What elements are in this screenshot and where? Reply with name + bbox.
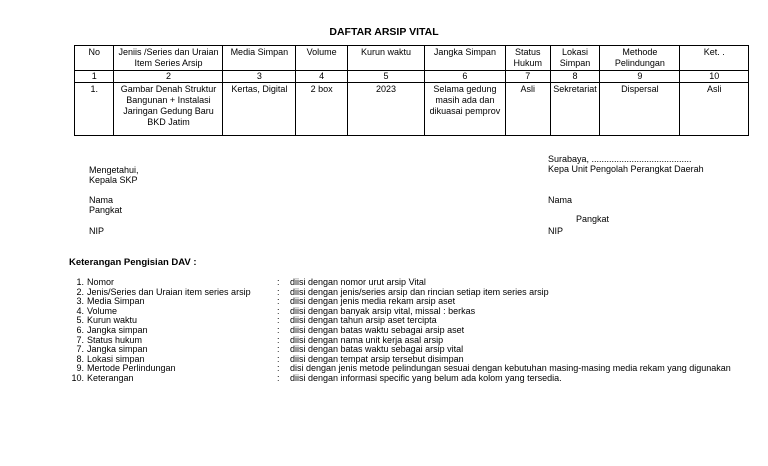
note-colon: : (277, 315, 280, 326)
col-header-ket: Ket. . (680, 46, 749, 71)
note-description: diisi dengan nama unit kerja asal arsip (290, 334, 444, 345)
column-number-row (75, 71, 749, 83)
col-header-jangka: Jangka Simpan (424, 46, 505, 71)
sign-left-rank: Pangkat (89, 205, 123, 215)
sign-right-nip: NIP (548, 226, 564, 236)
note-number: 3. (76, 296, 84, 307)
note-description: diisi dengan nomor urut arsip Vital (290, 277, 426, 287)
note-description: diisi dengan tahun arsip aset tercipta (290, 315, 437, 326)
notes-title: Keterangan Pengisian DAV : (69, 257, 197, 268)
cell-ket: Asli (680, 83, 749, 136)
note-colon: : (277, 296, 280, 307)
note-number: 9. (76, 363, 84, 374)
note-colon: : (277, 305, 280, 316)
cell-media: Kertas, Digital (223, 83, 296, 136)
note-number: 1. (76, 277, 84, 287)
note-label: Jangka simpan (87, 344, 148, 355)
col-header-no: No (75, 46, 114, 71)
sign-right-place-date: Surabaya, ........................................ (548, 154, 692, 164)
column-number: 6 (424, 71, 505, 83)
sign-left-name: Nama (89, 195, 114, 205)
cell-lokasi: Sekretariat (550, 83, 600, 136)
cell-metode: Dispersal (600, 83, 680, 136)
sign-left-position: Kepala SKP (89, 175, 138, 185)
sign-left-nip: NIP (89, 226, 105, 236)
note-number: 5. (76, 315, 84, 326)
notes-list (56, 278, 731, 384)
column-number: 3 (223, 71, 296, 83)
table-header-row (75, 46, 749, 71)
cell-jangka: Selama gedung masih ada dan dikuasai pemprov (424, 83, 505, 136)
note-label: Jangka simpan (87, 324, 148, 335)
note-label: Lokasi simpan (87, 353, 145, 364)
note-description: diisi dengan banyak arsip vital, missal : berkas (290, 305, 476, 316)
sign-right-position: Kepa Unit Pengolah Perangkat Daerah (548, 164, 704, 174)
note-description: diisi dengan batas waktu sebagai arsip aset (290, 324, 465, 335)
col-header-metode: Methode Pelindungan (600, 46, 680, 71)
note-description: diisi dengan batas waktu sebagai arsip vital (290, 344, 464, 355)
column-number: 10 (680, 71, 749, 83)
note-colon: : (277, 372, 280, 383)
column-number: 4 (296, 71, 348, 83)
table-row (75, 83, 749, 136)
column-number: 8 (550, 71, 600, 83)
note-number: 7. (76, 334, 84, 345)
note-label: Keterangan (87, 372, 134, 383)
note-colon: : (277, 334, 280, 345)
list-item (56, 374, 731, 384)
column-number: 2 (114, 71, 223, 83)
column-number: 5 (348, 71, 425, 83)
col-header-kurun: Kurun waktu (348, 46, 425, 71)
note-label: Mertode Perlindungan (87, 363, 176, 374)
note-number: 2. (76, 286, 84, 297)
sign-right-name: Nama (548, 195, 573, 205)
cell-no: 1. (75, 83, 114, 136)
cell-volume: 2 box (296, 83, 348, 136)
note-colon: : (277, 353, 280, 364)
sign-right-rank: Pangkat (576, 214, 610, 224)
note-number: 6. (76, 324, 84, 335)
note-number: 8. (76, 353, 84, 364)
column-number: 7 (505, 71, 550, 83)
note-description: diisi dengan informasi specific yang belum ada kolom yang tersedia. (290, 372, 562, 383)
note-colon: : (277, 277, 280, 287)
note-label: Volume (87, 305, 118, 316)
note-label: Status hukum (87, 334, 143, 345)
note-description: diisi dengan jenis media rekam arsip aset (290, 296, 456, 307)
archive-table (74, 45, 749, 136)
note-description: diisi dengan jenis/series arsip dan rincian setiap item series arsip (290, 286, 549, 297)
cell-jenis: Gambar Denah Struktur Bangunan + Instalasi Jaringan Gedung Baru BKD Jatim (114, 83, 223, 136)
note-label: Jenis/Series dan Uraian item series arsip (87, 286, 251, 297)
cell-kurun: 2023 (348, 83, 425, 136)
note-number: 10. (71, 372, 84, 383)
note-number: 4. (76, 305, 84, 316)
column-number: 9 (600, 71, 680, 83)
note-colon: : (277, 363, 280, 374)
note-label: Kurun waktu (87, 315, 138, 326)
note-colon: : (277, 324, 280, 335)
note-description: disi dengan jenis metode pelindungan sesuai dengan kebutuhan masing-masing media rekam yang digunakan (290, 363, 731, 374)
col-header-jenis: Jeniis /Series dan Uraian Item Series Arsip (114, 46, 223, 71)
col-header-lokasi: Lokasi Simpan (550, 46, 600, 71)
sign-left-known-by: Mengetahui, (89, 165, 139, 175)
document-title: DAFTAR ARSIP VITAL (329, 26, 439, 38)
note-description: diisi dengan tempat arsip tersebut disimpan (290, 353, 464, 364)
note-label: Media Simpan (87, 296, 145, 307)
note-colon: : (277, 286, 280, 297)
note-number: 7. (76, 344, 84, 355)
col-header-status: Status Hukum (505, 46, 550, 71)
col-header-volume: Volume (296, 46, 348, 71)
note-colon: : (277, 344, 280, 355)
col-header-media: Media Simpan (223, 46, 296, 71)
note-label: Nomor (87, 277, 115, 287)
cell-status: Asli (505, 83, 550, 136)
column-number: 1 (75, 71, 114, 83)
